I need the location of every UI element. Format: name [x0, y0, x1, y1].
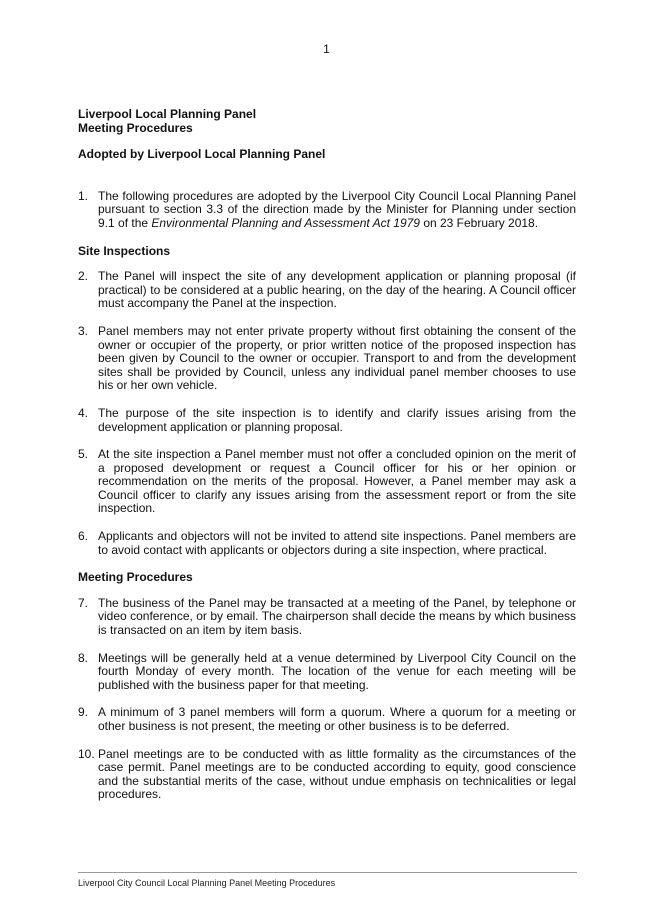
page-number: 1	[323, 42, 330, 56]
list-item-text: The business of the Panel may be transacted at a meeting of the Panel, by telephone or video conference, or by email. The chairperson shall decide the means by which business is transacted on an item by item basis.	[98, 595, 576, 638]
list-item-text: Panel members may not enter private property without first obtaining the consent of the owner or occupier of the property, or prior written notice of the proposed inspection has been given by Council to the owner or occupier. Transport to and from the development sites shall be provided by Council, unless any individual panel member chooses to use his or her own vehicle.	[98, 323, 576, 393]
item-text-after: on 23 February 2018.	[419, 215, 539, 230]
list-item-text: A minimum of 3 panel members will form a quorum. Where a quorum for a meeting or other business is not present, the meeting or other business is to be deferred.	[98, 705, 576, 733]
list-item	[78, 270, 576, 311]
list-item-text: Meetings will be generally held at a venue determined by Liverpool City Council on the fourth Monday of every month. The location of the venue for each meeting will be published with the business paper for that meeting.	[98, 650, 576, 692]
section-heading-site-inspections: Site Inspections	[78, 243, 171, 258]
list-item-number: 8.	[78, 650, 89, 665]
list-item-number: 1.	[78, 188, 89, 203]
act-name: Environmental Planning and Assessment Act 1979	[151, 215, 420, 230]
adopted-by-heading: Adopted by Liverpool Local Planning Panel	[78, 147, 326, 162]
list-item	[78, 597, 576, 638]
list-item-number: 10.	[78, 746, 95, 761]
list-item-text: Applicants and objectors will not be invited to attend site inspections. Panel members are to avoid contact with applicants or objectors during a site inspection, where practical.	[98, 529, 576, 557]
list-item	[78, 325, 576, 393]
list-item	[78, 407, 576, 434]
page-footer: Liverpool City Council Local Planning Panel Meeting Procedures	[78, 872, 577, 888]
list-item	[78, 448, 576, 516]
list-item-number: 2.	[78, 269, 89, 284]
list-item-number: 6.	[78, 529, 89, 544]
list-item	[78, 748, 576, 802]
list-item-text: Panel meetings are to be conducted with as little formality as the circumstances of the case permit. Panel meetings are to be conducted according to equity, good conscience and the substantial merits of the case, without undue emphasis on technicalities or legal procedures.	[98, 746, 576, 802]
document-title-line-2: Meeting Procedures	[78, 120, 193, 135]
list-item-number: 9.	[78, 705, 89, 720]
list-item	[78, 530, 576, 557]
list-item	[78, 652, 576, 693]
document-body	[78, 108, 576, 816]
list-item	[78, 190, 576, 231]
list-item-text: The purpose of the site inspection is to identify and clarify issues arising from the development application or planning proposal.	[98, 405, 576, 434]
list-item-number: 7.	[78, 595, 89, 610]
list-item-text: At the site inspection a Panel member must not offer a concluded opinion on the merit of a proposed development or request a Council officer for his or her opinion or recommendation on the merits of the proposal. However, a Panel member may ask a Council officer to clarify any issues arising from the assessment report or from the site inspection.	[98, 447, 576, 516]
section-heading-meeting-procedures: Meeting Procedures	[78, 570, 193, 585]
document-title-line-1: Liverpool Local Planning Panel	[78, 107, 257, 121]
item-text-before: The following procedures are adopted by the Liverpool City Council Local Planning Panel pursuant to section 3.3 of the direction made by the Minister for Planning under section 9.1 of the	[98, 188, 576, 230]
list-item-number: 5.	[78, 447, 89, 462]
list-item-number: 4.	[78, 405, 89, 420]
list-item-text: The Panel will inspect the site of any development application or planning proposal (if practical) to be considered at a public hearing, on the day of the hearing. A Council officer must accompany the Panel at the inspection.	[98, 269, 576, 311]
list-item	[78, 706, 576, 733]
list-item-text	[98, 190, 576, 231]
list-item-number: 3.	[78, 323, 89, 338]
